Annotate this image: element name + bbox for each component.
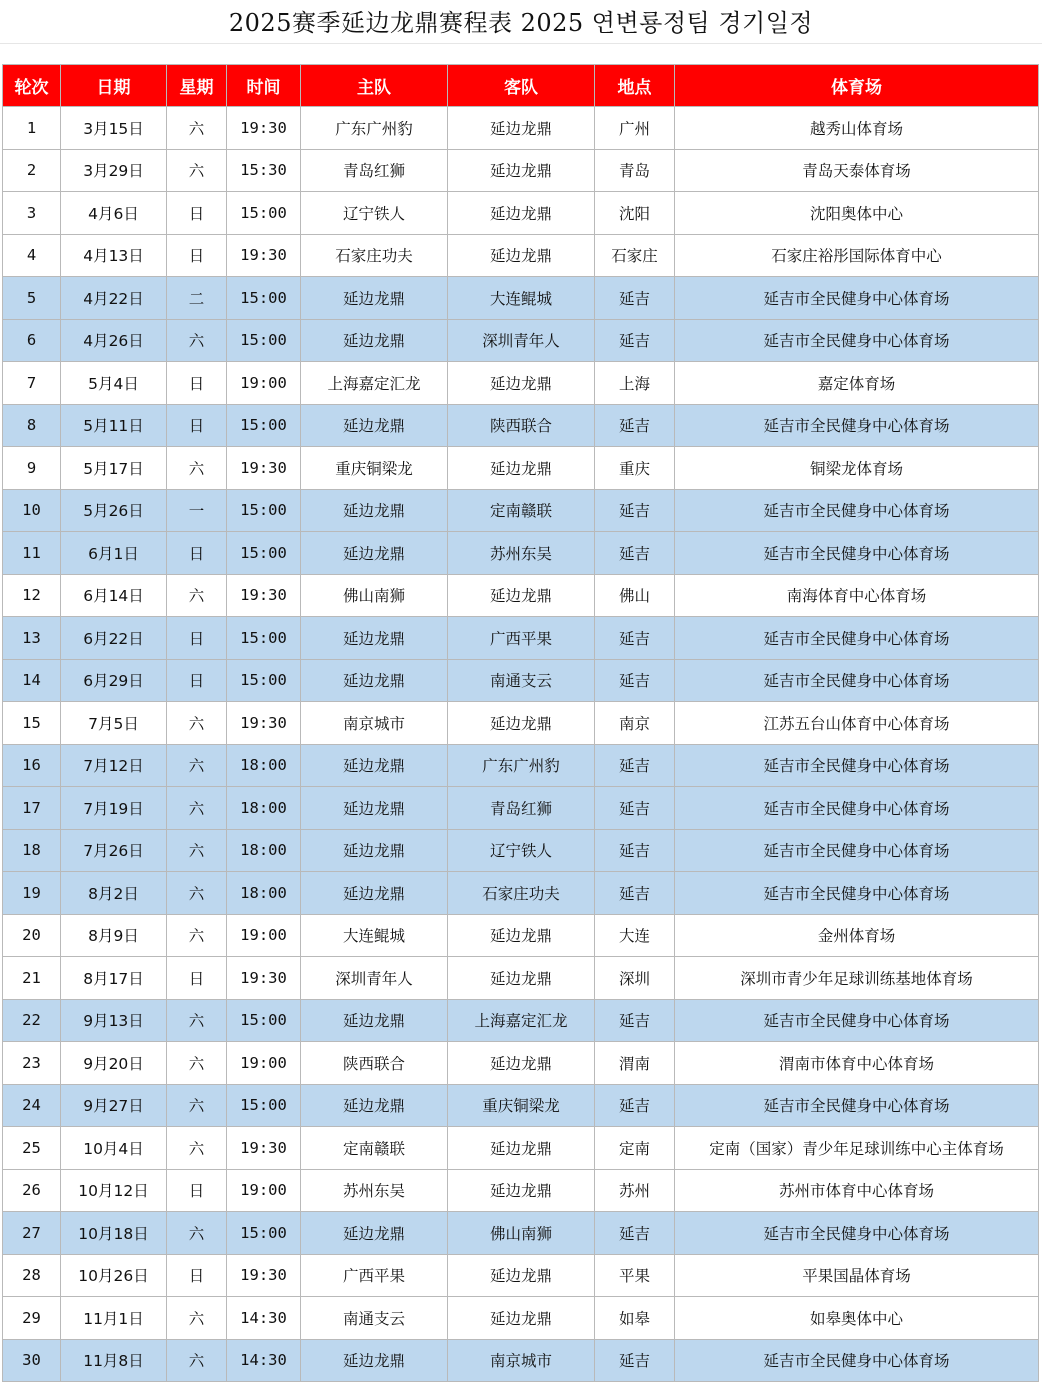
weekday-cell: 日 [167,957,227,1000]
table-row [3,744,1039,787]
time-cell: 15:00 [227,1212,301,1255]
weekday-cell: 日 [167,362,227,405]
date-cell: 6月14日 [61,574,167,617]
weekday-cell: 六 [167,447,227,490]
round-cell: 21 [3,957,61,1000]
stadium-cell: 延吉市全民健身中心体育场 [675,659,1039,702]
time-cell: 14:30 [227,1297,301,1340]
header-stadium: 体育场 [675,65,1039,107]
table-row [3,149,1039,192]
away-team-cell: 大连鲲城 [448,277,595,320]
time-cell: 19:00 [227,1042,301,1085]
weekday-cell: 日 [167,404,227,447]
away-team-cell: 延边龙鼎 [448,1127,595,1170]
header-away-team: 客队 [448,65,595,107]
away-team-cell: 延边龙鼎 [448,107,595,150]
away-team-cell: 重庆铜梁龙 [448,1084,595,1127]
weekday-cell: 六 [167,1297,227,1340]
time-cell: 19:30 [227,702,301,745]
city-cell: 延吉 [595,404,675,447]
table-row [3,617,1039,660]
weekday-cell: 六 [167,744,227,787]
home-team-cell: 延边龙鼎 [301,999,448,1042]
weekday-cell: 六 [167,1084,227,1127]
round-cell: 4 [3,234,61,277]
home-team-cell: 大连鲲城 [301,914,448,957]
round-cell: 3 [3,192,61,235]
city-cell: 延吉 [595,1084,675,1127]
city-cell: 延吉 [595,1339,675,1382]
weekday-cell: 二 [167,277,227,320]
round-cell: 24 [3,1084,61,1127]
stadium-cell: 深圳市青少年足球训练基地体育场 [675,957,1039,1000]
away-team-cell: 延边龙鼎 [448,914,595,957]
schedule-body [3,107,1039,1382]
date-cell: 5月4日 [61,362,167,405]
header-home-team: 主队 [301,65,448,107]
date-cell: 9月27日 [61,1084,167,1127]
city-cell: 延吉 [595,489,675,532]
away-team-cell: 延边龙鼎 [448,702,595,745]
table-row [3,1042,1039,1085]
weekday-cell: 日 [167,617,227,660]
time-cell: 18:00 [227,787,301,830]
city-cell: 延吉 [595,319,675,362]
city-cell: 延吉 [595,872,675,915]
weekday-cell: 六 [167,829,227,872]
table-row [3,914,1039,957]
city-cell: 延吉 [595,1212,675,1255]
home-team-cell: 延边龙鼎 [301,532,448,575]
round-cell: 1 [3,107,61,150]
stadium-cell: 定南（国家）青少年足球训练中心主体育场 [675,1127,1039,1170]
stadium-cell: 延吉市全民健身中心体育场 [675,787,1039,830]
time-cell: 15:00 [227,404,301,447]
away-team-cell: 苏州东吴 [448,532,595,575]
stadium-cell: 金州体育场 [675,914,1039,957]
time-cell: 15:00 [227,532,301,575]
time-cell: 19:30 [227,234,301,277]
city-cell: 延吉 [595,744,675,787]
home-team-cell: 延边龙鼎 [301,1084,448,1127]
stadium-cell: 石家庄裕彤国际体育中心 [675,234,1039,277]
date-cell: 8月2日 [61,872,167,915]
city-cell: 延吉 [595,532,675,575]
date-cell: 3月15日 [61,107,167,150]
time-cell: 19:30 [227,107,301,150]
table-row [3,787,1039,830]
time-cell: 15:00 [227,319,301,362]
home-team-cell: 延边龙鼎 [301,744,448,787]
round-cell: 10 [3,489,61,532]
away-team-cell: 广东广州豹 [448,744,595,787]
home-team-cell: 南京城市 [301,702,448,745]
date-cell: 7月26日 [61,829,167,872]
time-cell: 19:30 [227,574,301,617]
weekday-cell: 一 [167,489,227,532]
date-cell: 7月12日 [61,744,167,787]
city-cell: 广州 [595,107,675,150]
weekday-cell: 日 [167,192,227,235]
city-cell: 佛山 [595,574,675,617]
round-cell: 16 [3,744,61,787]
weekday-cell: 六 [167,702,227,745]
home-team-cell: 上海嘉定汇龙 [301,362,448,405]
header-round: 轮次 [3,65,61,107]
city-cell: 上海 [595,362,675,405]
date-cell: 8月17日 [61,957,167,1000]
date-cell: 10月18日 [61,1212,167,1255]
table-row [3,1212,1039,1255]
date-cell: 6月29日 [61,659,167,702]
stadium-cell: 延吉市全民健身中心体育场 [675,404,1039,447]
home-team-cell: 延边龙鼎 [301,489,448,532]
table-row [3,1169,1039,1212]
time-cell: 15:00 [227,489,301,532]
round-cell: 18 [3,829,61,872]
city-cell: 延吉 [595,999,675,1042]
date-cell: 8月9日 [61,914,167,957]
stadium-cell: 延吉市全民健身中心体育场 [675,617,1039,660]
round-cell: 25 [3,1127,61,1170]
round-cell: 2 [3,149,61,192]
date-cell: 7月5日 [61,702,167,745]
table-row [3,574,1039,617]
time-cell: 15:00 [227,617,301,660]
date-cell: 11月8日 [61,1339,167,1382]
time-cell: 14:30 [227,1339,301,1382]
weekday-cell: 六 [167,872,227,915]
home-team-cell: 广西平果 [301,1254,448,1297]
weekday-cell: 六 [167,1127,227,1170]
time-cell: 15:00 [227,999,301,1042]
city-cell: 青岛 [595,149,675,192]
round-cell: 12 [3,574,61,617]
away-team-cell: 陕西联合 [448,404,595,447]
home-team-cell: 佛山南狮 [301,574,448,617]
stadium-cell: 苏州市体育中心体育场 [675,1169,1039,1212]
round-cell: 23 [3,1042,61,1085]
round-cell: 17 [3,787,61,830]
time-cell: 19:00 [227,362,301,405]
city-cell: 南京 [595,702,675,745]
stadium-cell: 延吉市全民健身中心体育场 [675,532,1039,575]
date-cell: 10月26日 [61,1254,167,1297]
away-team-cell: 上海嘉定汇龙 [448,999,595,1042]
away-team-cell: 延边龙鼎 [448,574,595,617]
weekday-cell: 六 [167,107,227,150]
round-cell: 27 [3,1212,61,1255]
round-cell: 14 [3,659,61,702]
city-cell: 如皋 [595,1297,675,1340]
away-team-cell: 延边龙鼎 [448,362,595,405]
away-team-cell: 延边龙鼎 [448,234,595,277]
time-cell: 18:00 [227,829,301,872]
home-team-cell: 延边龙鼎 [301,319,448,362]
stadium-cell: 延吉市全民健身中心体育场 [675,489,1039,532]
away-team-cell: 延边龙鼎 [448,957,595,1000]
away-team-cell: 定南赣联 [448,489,595,532]
away-team-cell: 深圳青年人 [448,319,595,362]
time-cell: 15:00 [227,277,301,320]
home-team-cell: 重庆铜梁龙 [301,447,448,490]
round-cell: 20 [3,914,61,957]
table-row [3,659,1039,702]
away-team-cell: 佛山南狮 [448,1212,595,1255]
time-cell: 19:30 [227,1127,301,1170]
weekday-cell: 六 [167,574,227,617]
date-cell: 10月12日 [61,1169,167,1212]
away-team-cell: 石家庄功夫 [448,872,595,915]
weekday-cell: 日 [167,234,227,277]
city-cell: 延吉 [595,787,675,830]
home-team-cell: 延边龙鼎 [301,617,448,660]
round-cell: 26 [3,1169,61,1212]
page-title: 2025赛季延边龙鼎赛程表 2025 연변룡정팀 경기일정 [0,0,1042,44]
round-cell: 6 [3,319,61,362]
home-team-cell: 辽宁铁人 [301,192,448,235]
stadium-cell: 渭南市体育中心体育场 [675,1042,1039,1085]
home-team-cell: 广东广州豹 [301,107,448,150]
date-cell: 5月11日 [61,404,167,447]
away-team-cell: 延边龙鼎 [448,1254,595,1297]
table-row [3,447,1039,490]
table-row [3,1127,1039,1170]
time-cell: 19:00 [227,1169,301,1212]
stadium-cell: 青岛天泰体育场 [675,149,1039,192]
round-cell: 15 [3,702,61,745]
away-team-cell: 延边龙鼎 [448,1297,595,1340]
home-team-cell: 延边龙鼎 [301,787,448,830]
city-cell: 平果 [595,1254,675,1297]
away-team-cell: 延边龙鼎 [448,447,595,490]
stadium-cell: 如皋奥体中心 [675,1297,1039,1340]
table-row [3,872,1039,915]
city-cell: 大连 [595,914,675,957]
time-cell: 18:00 [227,744,301,787]
stadium-cell: 南海体育中心体育场 [675,574,1039,617]
date-cell: 5月17日 [61,447,167,490]
stadium-cell: 延吉市全民健身中心体育场 [675,1339,1039,1382]
home-team-cell: 石家庄功夫 [301,234,448,277]
city-cell: 延吉 [595,659,675,702]
city-cell: 延吉 [595,829,675,872]
stadium-cell: 延吉市全民健身中心体育场 [675,319,1039,362]
weekday-cell: 六 [167,787,227,830]
round-cell: 19 [3,872,61,915]
away-team-cell: 延边龙鼎 [448,149,595,192]
date-cell: 6月22日 [61,617,167,660]
time-cell: 15:30 [227,149,301,192]
date-cell: 11月1日 [61,1297,167,1340]
table-row [3,1254,1039,1297]
table-row [3,1339,1039,1382]
date-cell: 7月19日 [61,787,167,830]
round-cell: 13 [3,617,61,660]
stadium-cell: 延吉市全民健身中心体育场 [675,1084,1039,1127]
table-row [3,192,1039,235]
date-cell: 9月20日 [61,1042,167,1085]
stadium-cell: 越秀山体育场 [675,107,1039,150]
city-cell: 重庆 [595,447,675,490]
away-team-cell: 广西平果 [448,617,595,660]
date-cell: 4月22日 [61,277,167,320]
table-row [3,1084,1039,1127]
weekday-cell: 日 [167,532,227,575]
round-cell: 11 [3,532,61,575]
home-team-cell: 陕西联合 [301,1042,448,1085]
weekday-cell: 六 [167,1042,227,1085]
weekday-cell: 日 [167,1254,227,1297]
away-team-cell: 延边龙鼎 [448,1042,595,1085]
stadium-cell: 江苏五台山体育中心体育场 [675,702,1039,745]
home-team-cell: 延边龙鼎 [301,829,448,872]
city-cell: 延吉 [595,617,675,660]
city-cell: 苏州 [595,1169,675,1212]
stadium-cell: 铜梁龙体育场 [675,447,1039,490]
city-cell: 渭南 [595,1042,675,1085]
table-row [3,532,1039,575]
home-team-cell: 延边龙鼎 [301,1339,448,1382]
date-cell: 9月13日 [61,999,167,1042]
home-team-cell: 南通支云 [301,1297,448,1340]
weekday-cell: 六 [167,1339,227,1382]
table-row [3,319,1039,362]
away-team-cell: 青岛红狮 [448,787,595,830]
table-header-row [3,65,1039,107]
date-cell: 3月29日 [61,149,167,192]
home-team-cell: 青岛红狮 [301,149,448,192]
stadium-cell: 延吉市全民健身中心体育场 [675,829,1039,872]
home-team-cell: 延边龙鼎 [301,277,448,320]
header-time: 时间 [227,65,301,107]
away-team-cell: 延边龙鼎 [448,1169,595,1212]
date-cell: 10月4日 [61,1127,167,1170]
away-team-cell: 延边龙鼎 [448,192,595,235]
weekday-cell: 六 [167,1212,227,1255]
time-cell: 15:00 [227,1084,301,1127]
stadium-cell: 延吉市全民健身中心体育场 [675,872,1039,915]
round-cell: 5 [3,277,61,320]
stadium-cell: 延吉市全民健身中心体育场 [675,744,1039,787]
weekday-cell: 六 [167,149,227,192]
round-cell: 8 [3,404,61,447]
weekday-cell: 日 [167,659,227,702]
date-cell: 5月26日 [61,489,167,532]
away-team-cell: 南京城市 [448,1339,595,1382]
away-team-cell: 南通支云 [448,659,595,702]
stadium-cell: 延吉市全民健身中心体育场 [675,1212,1039,1255]
date-cell: 4月13日 [61,234,167,277]
table-row [3,829,1039,872]
header-date: 日期 [61,65,167,107]
round-cell: 9 [3,447,61,490]
stadium-cell: 延吉市全民健身中心体育场 [675,999,1039,1042]
time-cell: 19:30 [227,1254,301,1297]
table-row [3,404,1039,447]
home-team-cell: 延边龙鼎 [301,872,448,915]
city-cell: 石家庄 [595,234,675,277]
home-team-cell: 定南赣联 [301,1127,448,1170]
date-cell: 4月6日 [61,192,167,235]
round-cell: 30 [3,1339,61,1382]
stadium-cell: 延吉市全民健身中心体育场 [675,277,1039,320]
header-weekday: 星期 [167,65,227,107]
table-row [3,234,1039,277]
home-team-cell: 深圳青年人 [301,957,448,1000]
time-cell: 18:00 [227,872,301,915]
weekday-cell: 六 [167,319,227,362]
city-cell: 深圳 [595,957,675,1000]
title-spacer [0,44,1042,64]
table-row [3,957,1039,1000]
time-cell: 19:30 [227,447,301,490]
round-cell: 28 [3,1254,61,1297]
away-team-cell: 辽宁铁人 [448,829,595,872]
table-row [3,999,1039,1042]
weekday-cell: 六 [167,999,227,1042]
table-row [3,107,1039,150]
time-cell: 15:00 [227,659,301,702]
table-row [3,277,1039,320]
home-team-cell: 延边龙鼎 [301,659,448,702]
date-cell: 6月1日 [61,532,167,575]
table-row [3,362,1039,405]
table-row [3,702,1039,745]
round-cell: 22 [3,999,61,1042]
time-cell: 19:30 [227,957,301,1000]
stadium-cell: 嘉定体育场 [675,362,1039,405]
weekday-cell: 六 [167,914,227,957]
header-city: 地点 [595,65,675,107]
home-team-cell: 苏州东吴 [301,1169,448,1212]
home-team-cell: 延边龙鼎 [301,404,448,447]
city-cell: 延吉 [595,277,675,320]
round-cell: 29 [3,1297,61,1340]
time-cell: 19:00 [227,914,301,957]
time-cell: 15:00 [227,192,301,235]
schedule-table [2,64,1039,1382]
stadium-cell: 平果国晶体育场 [675,1254,1039,1297]
table-row [3,489,1039,532]
home-team-cell: 延边龙鼎 [301,1212,448,1255]
weekday-cell: 日 [167,1169,227,1212]
city-cell: 定南 [595,1127,675,1170]
stadium-cell: 沈阳奥体中心 [675,192,1039,235]
table-row [3,1297,1039,1340]
round-cell: 7 [3,362,61,405]
city-cell: 沈阳 [595,192,675,235]
date-cell: 4月26日 [61,319,167,362]
